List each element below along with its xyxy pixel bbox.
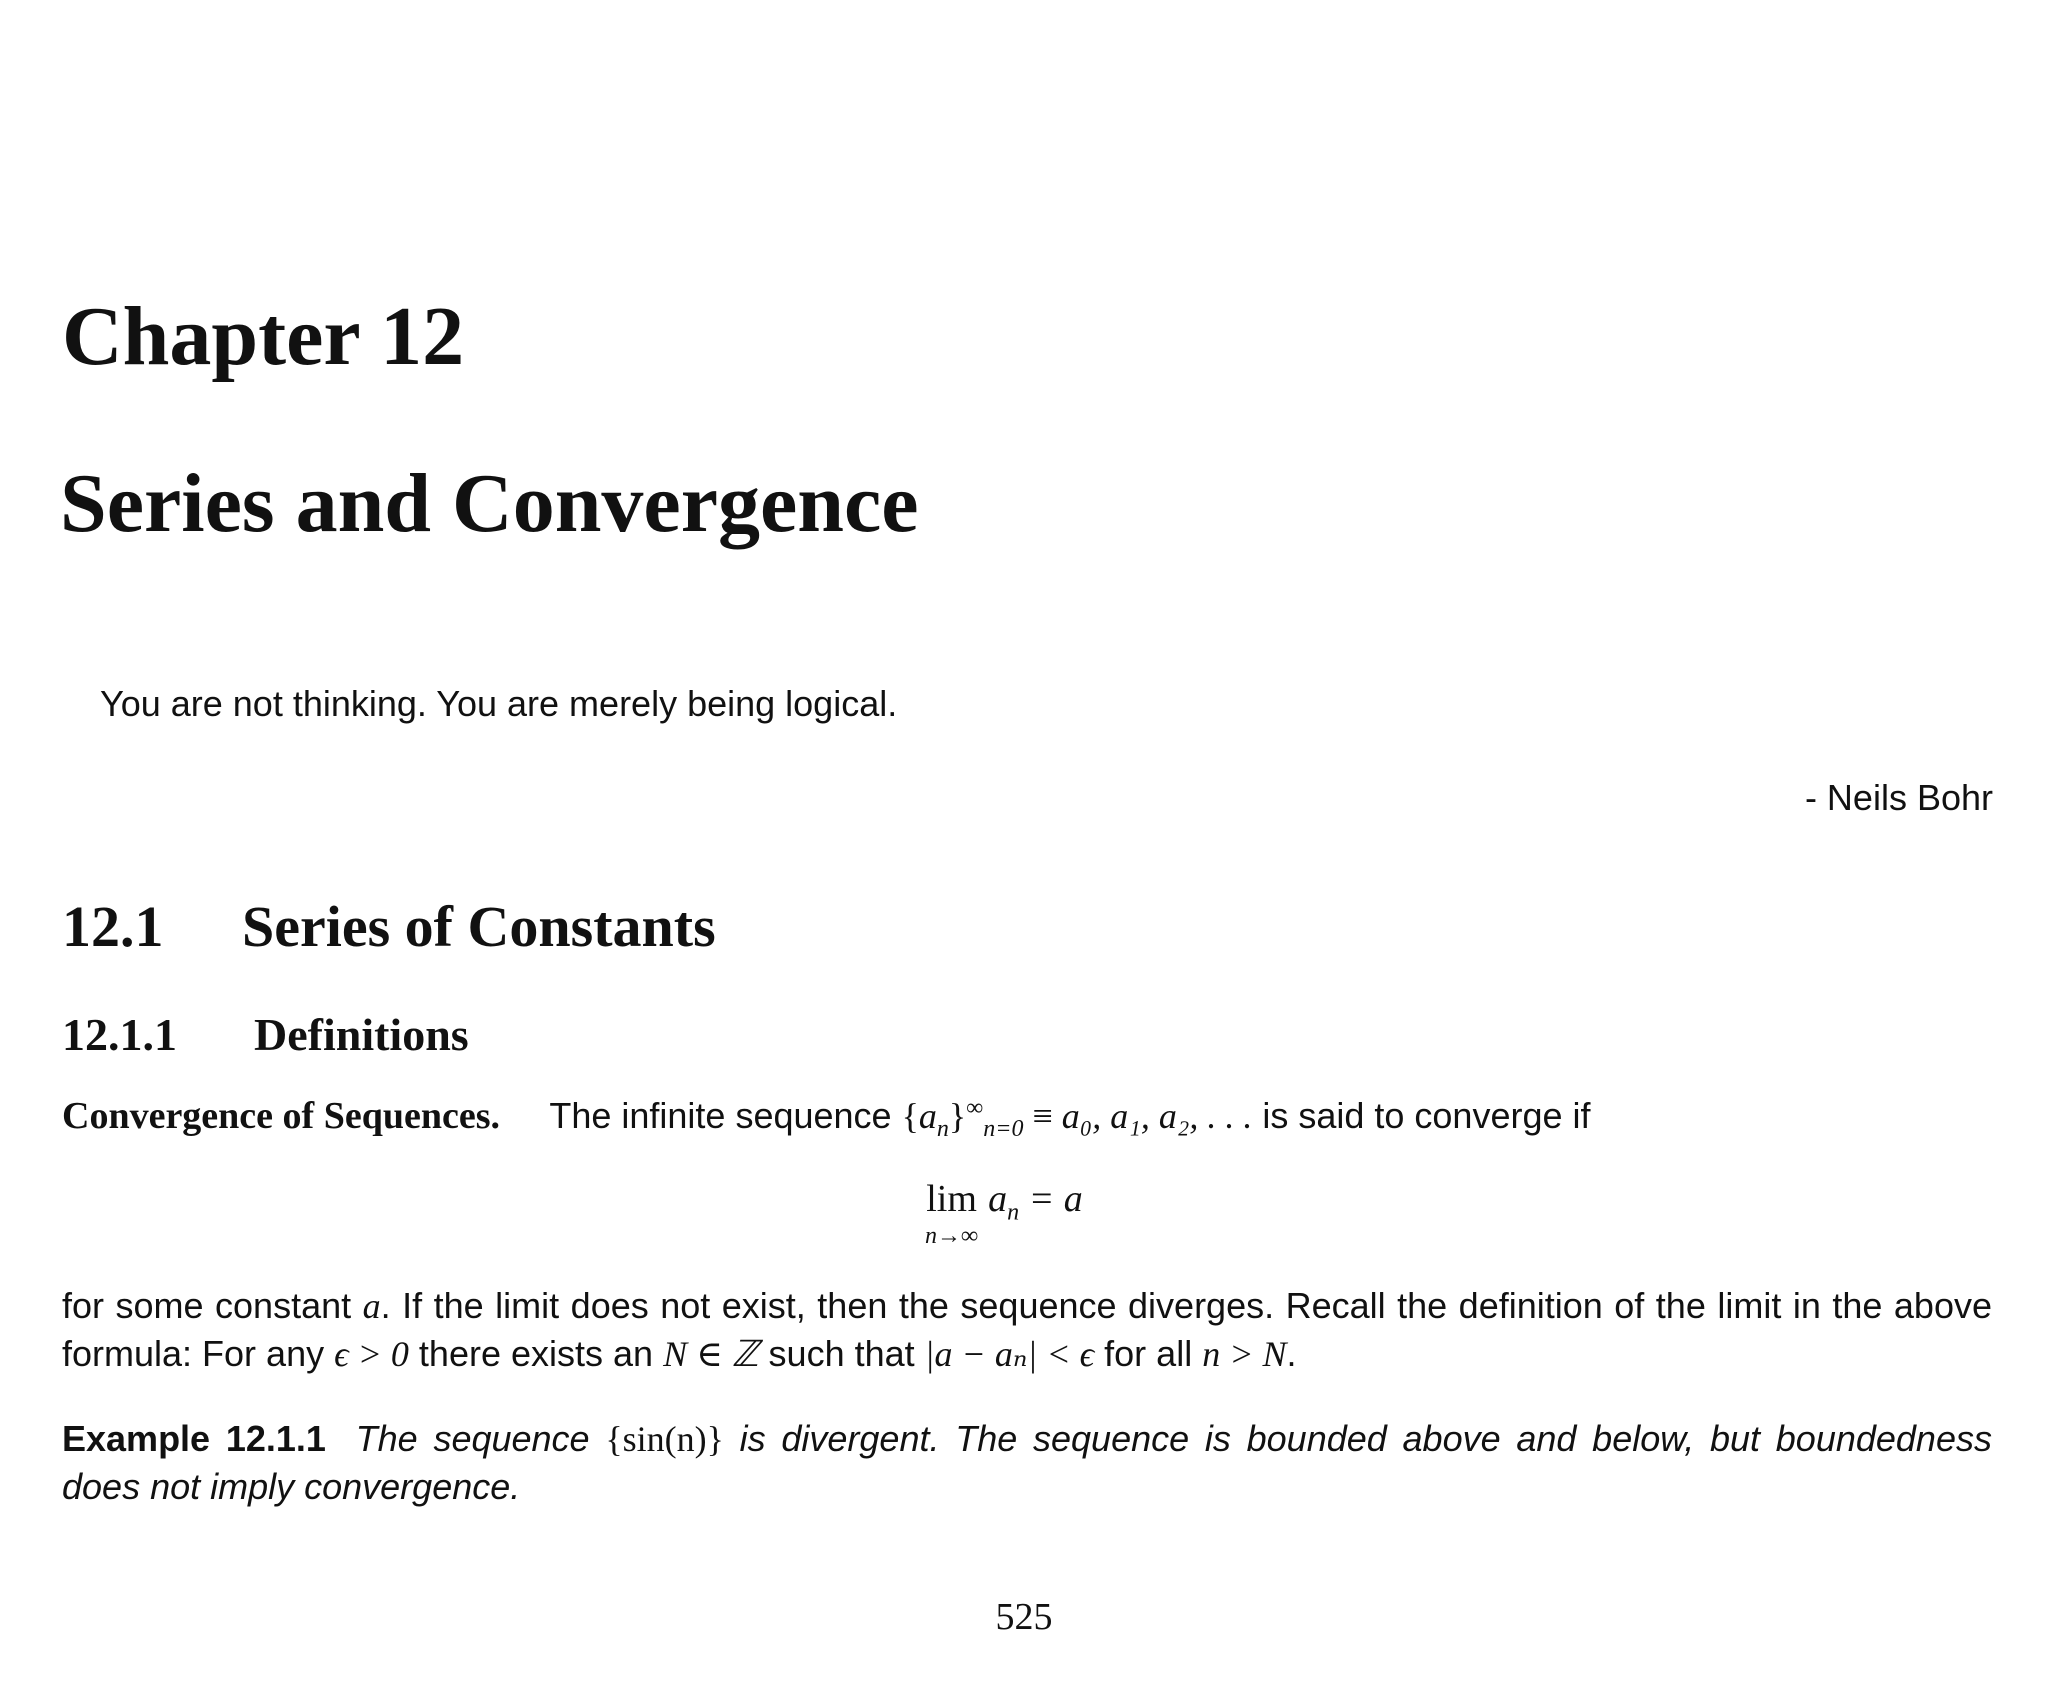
- example-text-2: is divergent. The sequence is bounded above and below, but boundedness does not imply convergence.: [62, 1418, 1992, 1507]
- math-n-in-z: N ∈ ℤ: [663, 1334, 759, 1374]
- equiv-symbol: ≡: [1023, 1096, 1062, 1136]
- definition-text-before: The infinite sequence: [549, 1095, 892, 1136]
- display-equation: [925, 1180, 1083, 1248]
- epigraph-author: - Neils Bohr: [1804, 777, 1993, 818]
- example-label: Example 12.1.1: [62, 1418, 326, 1459]
- example-text-1: The sequence: [355, 1418, 590, 1459]
- math-epsilon-condition: ϵ > 0: [334, 1334, 409, 1374]
- chapter-title: Series and Convergence: [60, 457, 919, 550]
- section-number: 12.1: [62, 894, 164, 959]
- limit-operator: lim n→∞: [925, 1178, 979, 1249]
- definition-line: [62, 1092, 1591, 1141]
- subsection-title: Definitions: [254, 1009, 469, 1060]
- definition-runin-heading: Convergence of Sequences.: [62, 1095, 500, 1137]
- chapter-label: Chapter 12: [62, 290, 465, 383]
- section-title: Series of Constants: [242, 894, 716, 959]
- sequence-terms: a₀, a₁, a₂, . . .: [1061, 1096, 1253, 1136]
- example-block: [62, 1415, 1992, 1511]
- limit-lhs: a: [988, 1178, 1008, 1220]
- epigraph-quote: You are not thinking. You are merely being logical.: [100, 683, 898, 724]
- definition-text-after: is said to converge if: [1262, 1095, 1591, 1136]
- limit-lhs-subscript: n: [1007, 1199, 1020, 1226]
- example-sequence: {sin(n)}: [605, 1419, 724, 1459]
- definition-paragraph: for some constant a. If the limit does not exist, then the sequence diverges. Recall the definition of the limit in the above formula: For any ϵ > 0 there exists an N ∈ ℤ such that |a − aₙ| < ϵ for all n > N.: [62, 1285, 1992, 1374]
- section-heading: [62, 894, 716, 959]
- subsection-number: 12.1.1: [62, 1009, 177, 1060]
- limit-rhs: = a: [1019, 1178, 1083, 1220]
- subsection-heading: [62, 1009, 469, 1060]
- page-number: 525: [995, 1596, 1053, 1638]
- limit-subscript: n→∞: [925, 1223, 979, 1249]
- math-abs-condition: |a − aₙ| < ϵ: [924, 1334, 1095, 1374]
- math-a: a: [362, 1286, 381, 1326]
- sequence-notation: $\{a_n\}^\infty_{n=0}$: [901, 1095, 1024, 1143]
- math-n-gt-n: n > N: [1202, 1334, 1287, 1374]
